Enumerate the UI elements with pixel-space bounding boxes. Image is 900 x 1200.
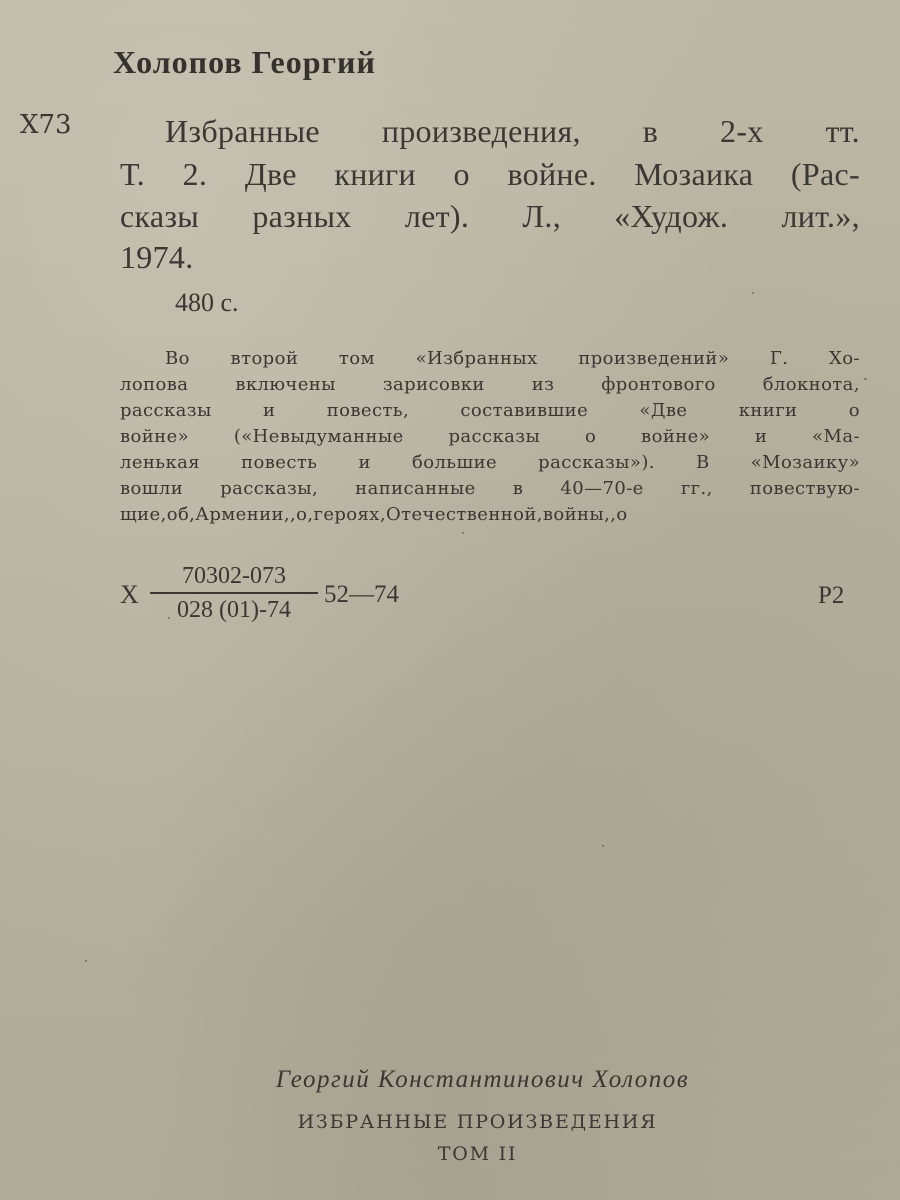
word: рассказы [448,426,541,447]
word: повесть [241,452,318,473]
word: фронтового [601,374,716,395]
word: том [338,348,375,369]
word: Л., [522,198,562,234]
colophon-volume: ТОМ II [437,1143,518,1165]
word: тт. [825,113,860,149]
index-right-code: Р2 [818,582,845,609]
word: из [531,374,555,395]
index-letter: Х [120,580,139,609]
word: произведения, [381,113,581,149]
classmark: Х73 [20,110,72,140]
annotation-line [120,400,860,421]
annotation-line [120,478,860,499]
word: 2-х [720,113,764,149]
colophon-title: ИЗБРАННЫЕ ПРОИЗВЕДЕНИЯ [297,1111,658,1133]
word: ленькая [120,452,201,473]
word: о [848,400,860,421]
word: книги [738,400,798,421]
word: большие [411,452,498,473]
annotation-line [120,374,860,395]
index-denominator: 028 (01)-74 [177,597,291,623]
word: «Ма- [812,426,860,447]
word: повесть, [326,400,410,421]
word: Во [165,348,190,369]
word: в [642,113,659,149]
word: произведений» [578,348,730,369]
word: В [695,452,710,473]
word: включены [235,374,336,395]
word: Т. [120,156,145,192]
fraction-bar [150,592,318,594]
word: войне. [507,156,597,192]
word: повествую- [749,478,860,499]
word: Мозаика [634,156,754,192]
word: гг., [680,478,713,499]
word: и [754,426,768,447]
word: войне» [641,426,711,447]
word: книги [334,156,416,192]
bibliography-line [120,156,860,193]
word: 2. [182,156,208,192]
word: рассказы, [220,478,319,499]
index-fraction [150,562,318,624]
word: лет). [404,198,470,234]
word: «Мозаику» [750,452,860,473]
annotation-line [165,348,860,369]
word: войне» [120,426,190,447]
bibliography-line [120,198,860,235]
word: и [263,400,276,421]
annotation-line: щие,об,Армении,,о,героях,Отечественной,войны,,о [120,504,628,525]
word: разных [252,198,352,234]
colophon-author: Георгий Константинович Холопов [275,1066,690,1093]
word: составившие [460,400,589,421]
word: в [512,478,524,499]
word: написанные [355,478,476,499]
word: блокнота, [762,374,860,395]
word: второй [230,348,299,369]
bibliography-line: 1974. [120,239,194,275]
word: лопова [120,374,189,395]
page-count: 480 с. [175,288,239,317]
word: и [358,452,371,473]
annotation-line [120,426,860,447]
word: о [585,426,597,447]
word: лит.», [781,198,860,234]
word: (Рас- [790,156,860,192]
word: 40—70-е [560,478,644,499]
word: о [453,156,470,192]
word: Г. [769,348,789,369]
annotation-line [120,452,860,473]
index-suffix: 52—74 [324,581,399,608]
word: «Худож. [614,198,729,234]
author-heading: Холопов Георгий [113,44,376,80]
word: рассказы»). [538,452,655,473]
index-numerator: 70302-073 [182,563,286,589]
word: вошли [120,478,184,499]
word: Две [244,156,297,192]
word: «Две [639,400,688,421]
word: сказы [120,198,200,234]
word: Избранные [165,113,320,149]
word: («Невыдуманные [233,426,404,447]
word: «Избранных [415,348,538,369]
word: рассказы [120,400,212,421]
bibliography-line [165,113,860,150]
word: зарисовки [382,374,485,395]
word: Хо- [829,348,860,369]
